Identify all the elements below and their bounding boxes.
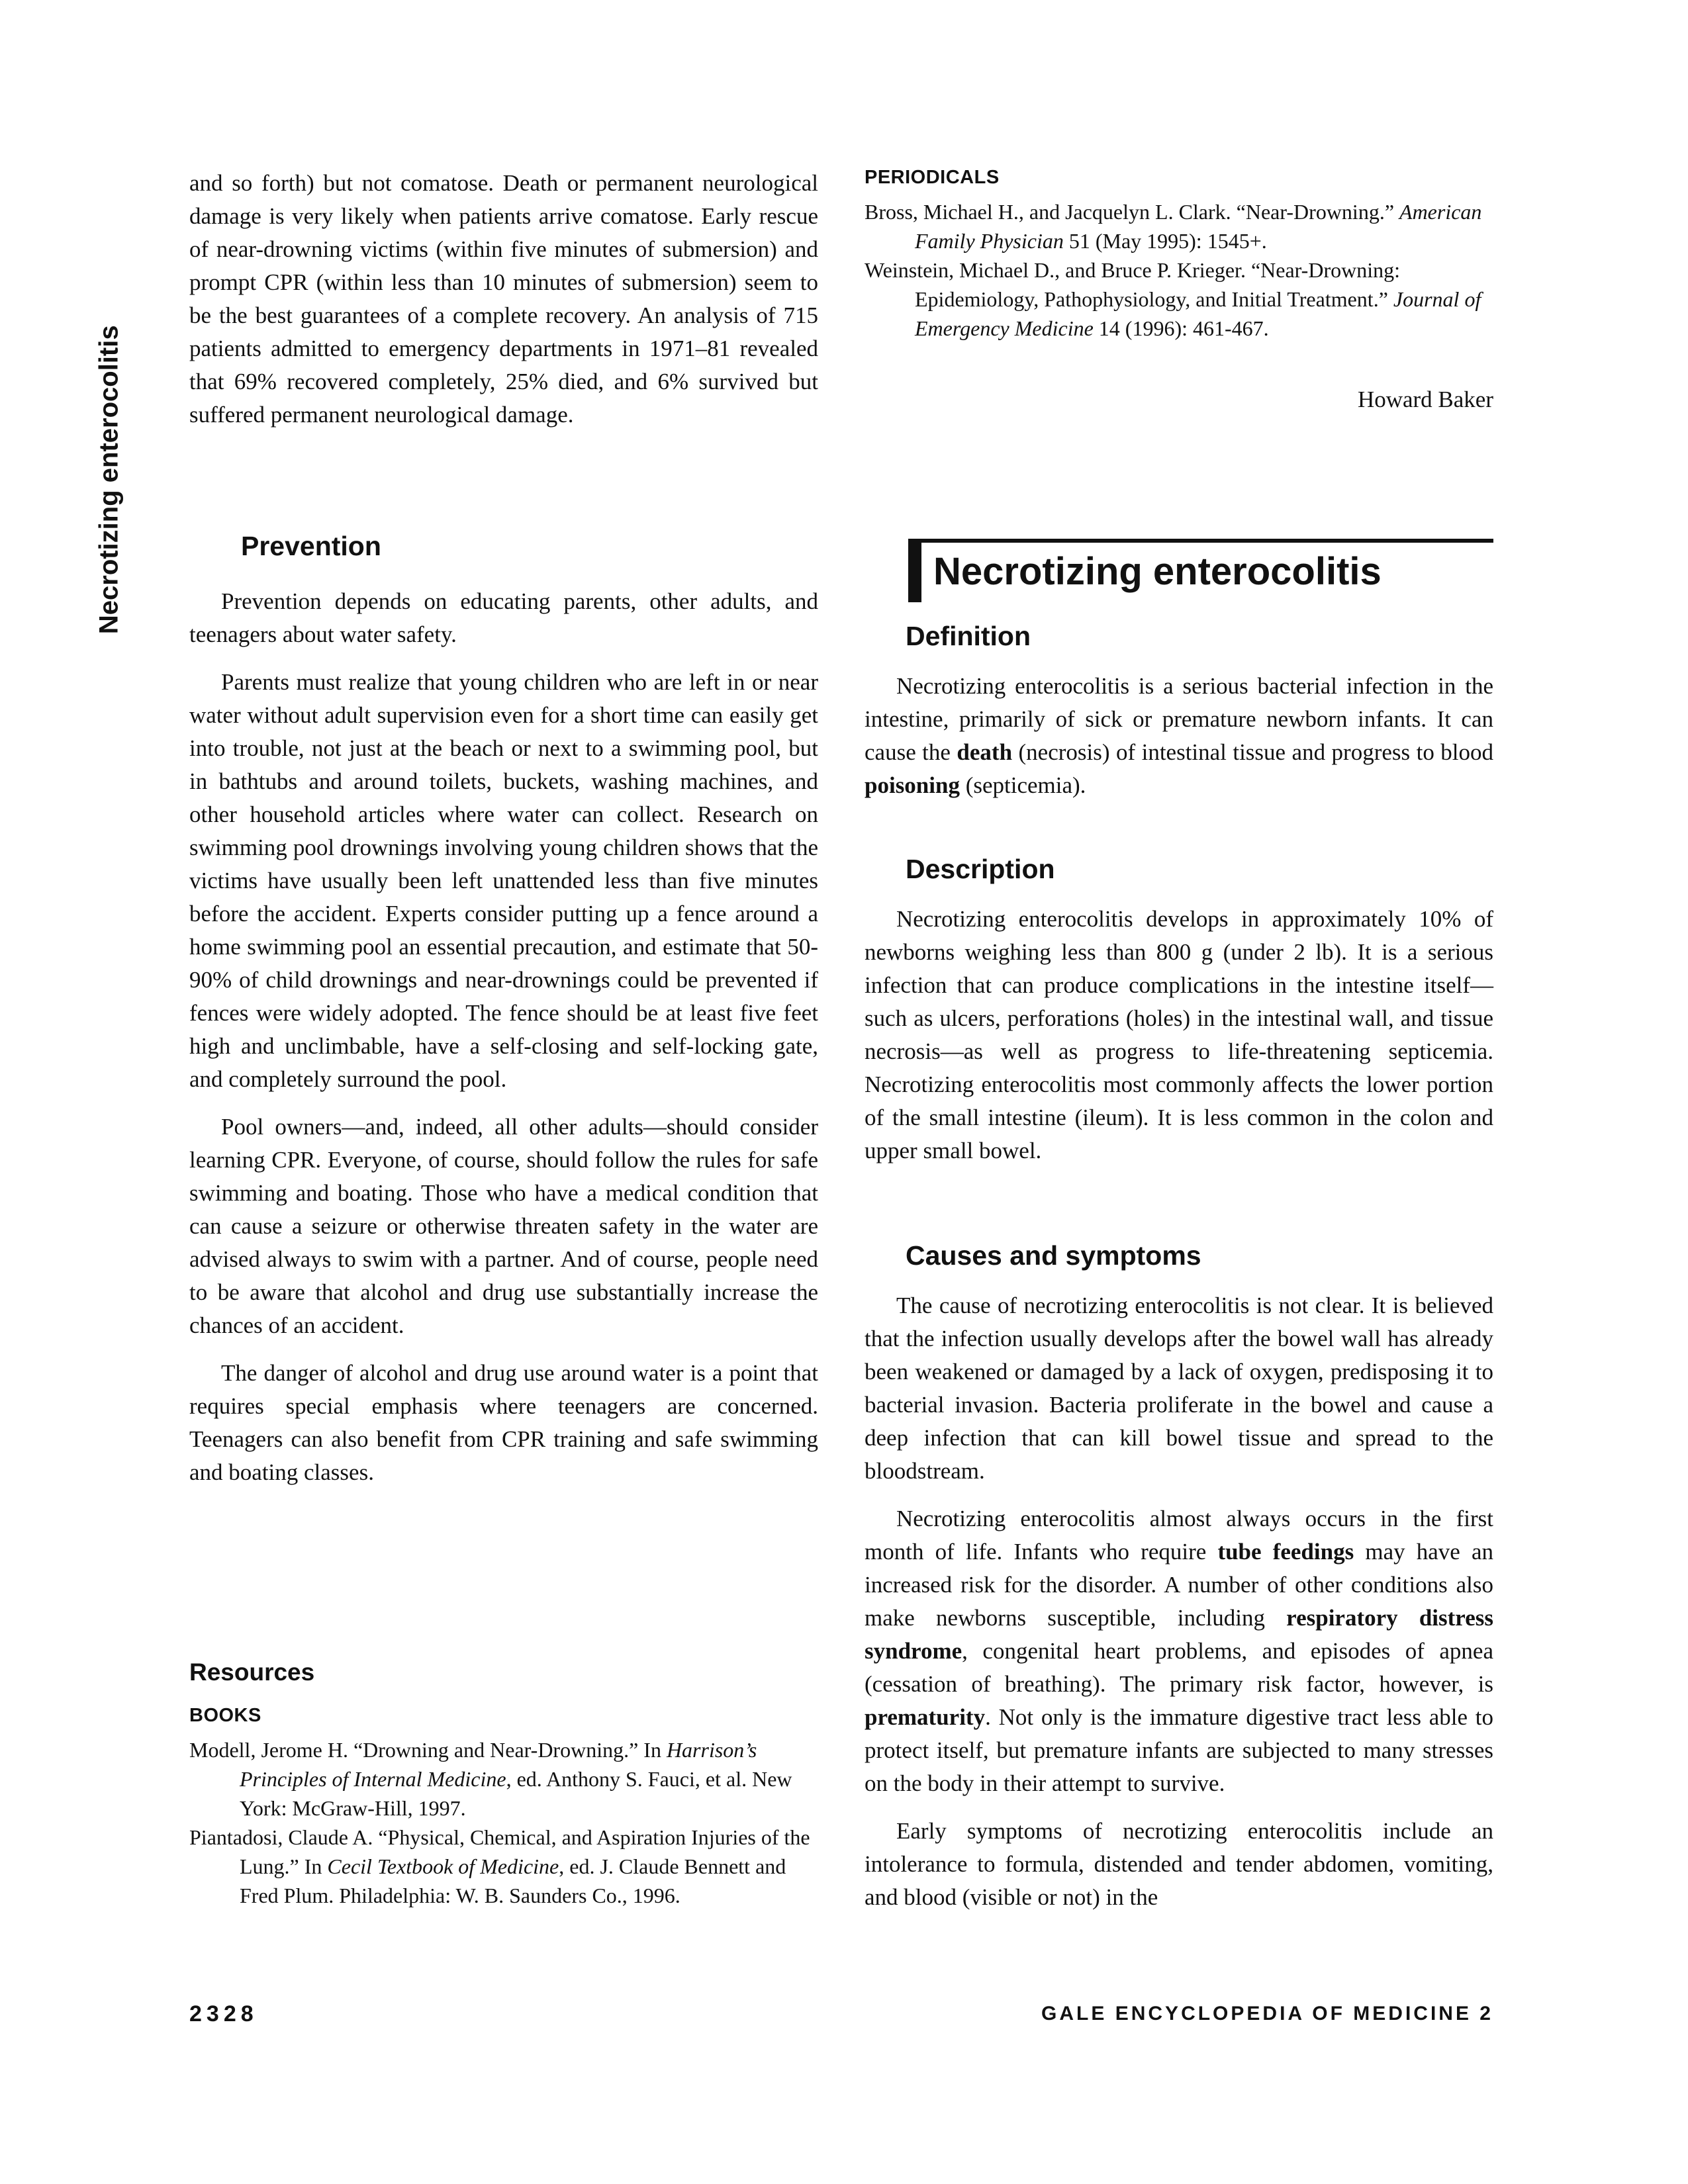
publication-name: GALE ENCYCLOPEDIA OF MEDICINE 2 [1041, 2003, 1493, 2025]
book-reference: Modell, Jerome H. “Drowning and Near-Drowning.” In Harrison’s Principles of Internal Medicine, ed. Anthony S. Fauci, et al. New York: McGraw-Hill, 1997. [189, 1738, 792, 1820]
causes-paragraph: Necrotizing enterocolitis almost always occurs in the first month of life. Infants who require tube feedings may have an increased risk for the disorder. A number of other conditions also make newborns susceptible, including respiratory distress syndrome, congenital heart problems, and episodes of apnea (cessation of breathing). The primary risk factor, however, is prematurity. Not only is the immature digestive tract less able to protect itself, but premature infants are subjected to many stresses on the body in their attempt to survive. [865, 1506, 1493, 1796]
book-reference: Piantadosi, Claude A. “Physical, Chemical, and Aspiration Injuries of the Lung.” In Cecil Textbook of Medicine, ed. J. Claude Bennett and Fred Plum. Philadelphia: W. B. Saunders Co., 1996. [189, 1825, 810, 1907]
entry-title: Necrotizing enterocolitis [933, 550, 1382, 593]
title-marker [908, 539, 921, 602]
prevention-paragraph: Prevention depends on educating parents, other adults, and teenagers about water safety. [189, 588, 818, 647]
prevention-paragraph: Pool owners—and, indeed, all other adults—should consider learning CPR. Everyone, of course, should follow the rules for safe swimming and boating. Those who have a medical condition that can cause a seizure or otherwise threaten safety in the water are advised always to swim with a partner. And of course, people need to be aware that alcohol and drug use substantially increase the chances of an accident. [189, 1114, 818, 1338]
periodical-reference: Bross, Michael H., and Jacquelyn L. Clark. “Near-Drowning.” American Family Physician 51 (May 1995): 1545+. [865, 200, 1482, 253]
intro-paragraph: and so forth) but not comatose. Death or permanent neurological damage is very likely when patients arrive comatose. Early rescue of near-drowning victims (within five minutes of submersion) and prompt CPR (within less than 10 minutes of submersion) seem to be the best guarantees of a complete recovery. An analysis of 715 patients admitted to emergency departments in 1971–81 revealed that 69% recovered completely, 25% died, and 6% survived but suffered permanent neurological damage. [189, 170, 818, 428]
prevention-paragraph: Parents must realize that young children who are left in or near water without adult supervision even for a short time can easily get into trouble, not just at the beach or next to a swimming pool, but in bathtubs and around toilets, buckets, washing machines, and other household articles where water can collect. Research on swimming pool drownings involving young children shows that the victims have usually been left unattended less than five minutes before the accident. Experts consider putting up a fence around a home swimming pool an essential precaution, and estimate that 50-90% of child drownings and near-drownings could be prevented if fences were widely adopted. The fence should be at least five feet high and unclimbable, have a self-closing and self-locking gate, and completely surround the pool. [189, 669, 818, 1092]
causes-section [865, 1289, 1493, 1914]
running-header-text: Necrotizing enterocolitis [94, 325, 124, 635]
title-rule [908, 539, 1493, 543]
prevention-paragraph: The danger of alcohol and drug use around water is a point that requires special emphasis where teenagers are concerned. Teenagers can also benefit from CPR training and safe swimming and boating classes. [189, 1360, 818, 1485]
periodicals-list [865, 197, 1493, 343]
description-heading: Description [906, 854, 1055, 884]
description-paragraph: Necrotizing enterocolitis develops in approximately 10% of newborns weighing less than 800 g (under 2 lb). It is a serious infection that can produce complications in the intestine itself—such as ulcers, perforations (holes) in the intestinal wall, and tissue necrosis—as well as progress to life-threatening septicemia. Necrotizing enterocolitis most commonly affects the lower portion of the small intestine (ileum). It is less common in the colon and upper small bowel. [865, 906, 1493, 1163]
prevention-section [189, 585, 818, 1489]
periodicals-label: PERIODICALS [865, 167, 1000, 188]
definition-heading: Definition [906, 621, 1031, 651]
causes-heading: Causes and symptoms [906, 1240, 1201, 1271]
causes-paragraph: Early symptoms of necrotizing enterocolitis include an intolerance to formula, distended and tender abdomen, vomiting, and blood (visible or not) in the [865, 1818, 1493, 1910]
definition-paragraph: Necrotizing enterocolitis is a serious bacterial infection in the intestine, primarily of sick or premature newborn infants. It can cause the death (necrosis) of intestinal tissue and progress to blood poisoning (septicemia). [865, 673, 1494, 798]
causes-paragraph: The cause of necrotizing enterocolitis is not clear. It is believed that the infection usually develops after the bowel wall has already been weakened or damaged by a lack of oxygen, predisposing it to bacterial invasion. Bacteria proliferate in the bowel and cause a deep infection that can kill bowel tissue and spread to the bloodstream. [865, 1293, 1493, 1484]
books-list [189, 1735, 818, 1910]
author-name: Howard Baker [1357, 387, 1493, 412]
periodical-reference: Weinstein, Michael D., and Bruce P. Krieger. “Near-Drowning: Epidemiology, Pathophysiology, and Initial Treatment.” Journal of Emergency Medicine 14 (1996): 461-467. [865, 258, 1481, 340]
books-label: BOOKS [189, 1705, 261, 1726]
resources-heading: Resources [189, 1659, 315, 1686]
prevention-heading: Prevention [241, 531, 381, 561]
page-number: 2328 [189, 2001, 258, 2026]
